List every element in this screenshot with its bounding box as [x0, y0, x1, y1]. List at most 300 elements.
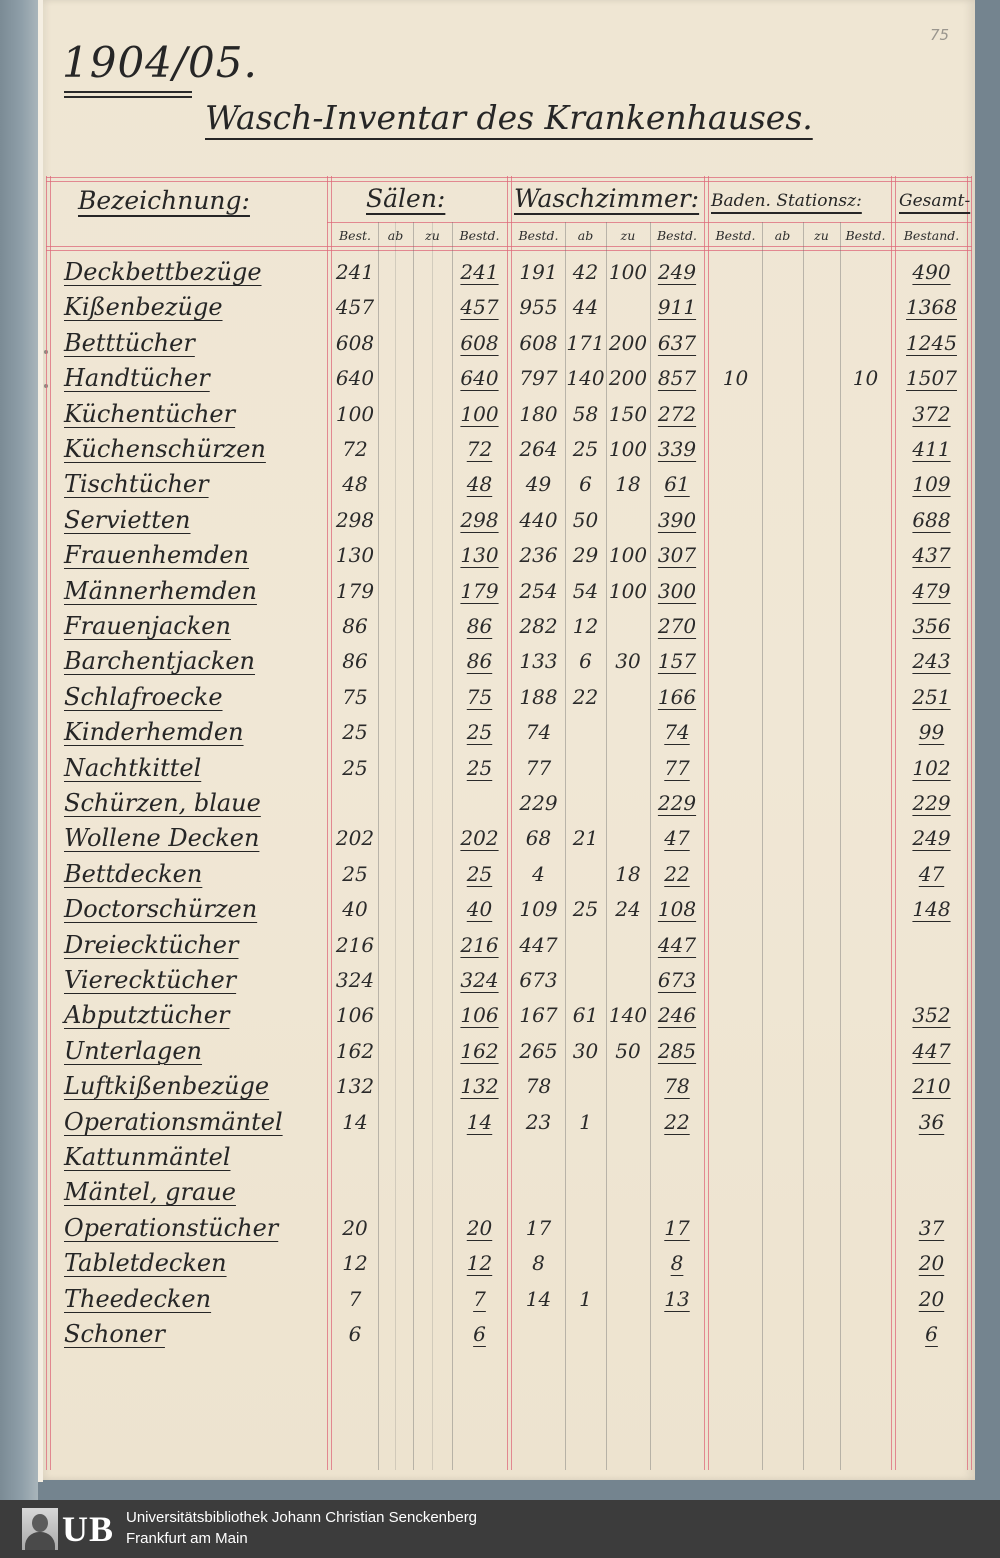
cell-value: 200: [608, 330, 648, 355]
cell-value: 25: [342, 755, 368, 780]
row-label: Schoner: [64, 1320, 165, 1348]
row-label: Küchentücher: [64, 399, 236, 428]
cell-value: [378, 928, 413, 963]
cell-value: [606, 715, 650, 750]
cell-value: [606, 290, 650, 325]
row-label: Nachtkittel: [64, 753, 202, 782]
cell-value: 49: [525, 472, 552, 497]
cell-value: [762, 963, 803, 998]
row-label: Kattunmäntel: [64, 1143, 231, 1171]
cell-value: [413, 1211, 452, 1246]
portrait-head: [32, 1514, 48, 1532]
cell-value: [803, 1282, 840, 1317]
row-label: Küchenschürzen: [64, 435, 266, 463]
cell-value: [762, 574, 803, 609]
cell-value: 100: [608, 260, 648, 284]
cell-value: [803, 432, 840, 467]
cell-value: 637: [657, 330, 697, 355]
cell-value: [709, 538, 762, 573]
cell-value: [606, 1246, 650, 1281]
header-rule-top: [46, 181, 972, 182]
cell-value: [803, 1175, 840, 1210]
row-label: Operationsmäntel: [64, 1107, 283, 1136]
cell-value: [606, 1282, 650, 1317]
cell-value: [650, 1317, 704, 1352]
cell-value: 20: [342, 1215, 368, 1240]
cell-value: [413, 751, 452, 786]
cell-value: 673: [657, 968, 697, 992]
cell-value: 25: [342, 720, 368, 745]
table-row: [0, 1175, 1000, 1210]
row-label: Luftkißenbezüge: [64, 1072, 270, 1101]
cell-value: 74: [525, 720, 552, 745]
cell-value: [803, 609, 840, 644]
cell-value: [709, 1140, 762, 1175]
cell-value: 8: [532, 1251, 545, 1276]
cell-value: 440: [519, 507, 558, 532]
cell-value: 29: [572, 543, 599, 568]
cell-value: 25: [342, 861, 368, 886]
cell-value: [762, 928, 803, 963]
cell-value: 298: [335, 507, 375, 532]
cell-value: [606, 1069, 650, 1104]
cell-value: 673: [519, 968, 558, 992]
cell-value: [840, 1175, 891, 1210]
row-label: Abputztücher: [64, 1001, 230, 1030]
cell-value: 48: [466, 472, 493, 497]
cell-value: [709, 432, 762, 467]
cell-value: 23: [525, 1109, 552, 1134]
year-underline: [64, 96, 192, 98]
table-row: [0, 715, 1000, 750]
cell-value: [762, 1105, 803, 1140]
cell-value: [709, 928, 762, 963]
cell-value: 447: [912, 1038, 951, 1063]
cell-value: 210: [912, 1074, 951, 1099]
cell-value: [840, 857, 891, 892]
cell-value: [762, 1069, 803, 1104]
cell-value: [413, 892, 452, 927]
cell-value: 339: [657, 437, 697, 461]
cell-value: [413, 821, 452, 856]
cell-value: [606, 680, 650, 715]
column-subheader: ab: [577, 228, 594, 243]
cell-value: 22: [664, 1109, 690, 1134]
cell-value: [709, 1069, 762, 1104]
cell-value: 25: [572, 437, 599, 461]
cell-value: 72: [342, 437, 368, 461]
cell-value: [709, 1175, 762, 1210]
cell-value: [413, 467, 452, 502]
cell-value: [762, 715, 803, 750]
row-label: Bettdecken: [64, 859, 203, 888]
cell-value: 50: [615, 1038, 641, 1063]
cell-value: [413, 432, 452, 467]
cell-value: 955: [519, 295, 558, 320]
cell-value: 7: [473, 1286, 486, 1311]
cell-value: [378, 397, 413, 432]
cell-value: [762, 1140, 803, 1175]
cell-value: 13: [664, 1286, 690, 1311]
cell-value: [378, 1105, 413, 1140]
cell-value: 640: [460, 366, 499, 391]
cell-value: [803, 1034, 840, 1069]
cell-value: [803, 467, 840, 502]
cell-value: [803, 503, 840, 538]
cell-value: [762, 998, 803, 1033]
cell-value: [840, 680, 891, 715]
cell-value: 162: [335, 1038, 375, 1063]
cell-value: [896, 928, 967, 963]
institution-name: Universitätsbibliothek Johann Christian Senckenberg: [126, 1509, 478, 1526]
cell-value: 1: [579, 1286, 592, 1311]
cell-value: [762, 609, 803, 644]
cell-value: 106: [460, 1003, 499, 1028]
year-underline: [64, 91, 192, 93]
cell-value: [803, 326, 840, 361]
table-row: [0, 821, 1000, 856]
cell-value: 150: [608, 401, 648, 426]
cell-value: [762, 503, 803, 538]
cell-value: [762, 326, 803, 361]
cell-value: 179: [460, 578, 499, 603]
cell-value: [606, 503, 650, 538]
row-label: Betttücher: [64, 328, 195, 357]
column-subheader: Bestd.: [657, 228, 697, 243]
cell-value: 130: [460, 543, 499, 568]
cell-value: [378, 857, 413, 892]
cell-value: 40: [342, 897, 368, 922]
cell-value: [650, 1140, 704, 1175]
cell-value: [840, 1069, 891, 1104]
cell-value: 100: [608, 437, 648, 461]
cell-value: [565, 1317, 606, 1352]
cell-value: [378, 1069, 413, 1104]
cell-value: 48: [342, 472, 368, 497]
column-subheader: Bestd.: [459, 228, 500, 243]
column-subheader: Bestd.: [518, 228, 559, 243]
cell-value: 162: [460, 1038, 499, 1063]
cell-value: 249: [912, 826, 951, 851]
row-label: Vierecktücher: [64, 966, 237, 994]
cell-value: [378, 503, 413, 538]
cell-value: 10: [852, 366, 879, 391]
cell-value: [565, 715, 606, 750]
cell-value: [378, 715, 413, 750]
cell-value: 229: [657, 791, 697, 815]
cell-value: [606, 751, 650, 786]
cell-value: [803, 361, 840, 396]
cell-value: 236: [519, 543, 558, 568]
cell-value: [378, 821, 413, 856]
cell-value: [709, 467, 762, 502]
cell-value: 688: [912, 507, 951, 532]
table-row: [0, 574, 1000, 609]
cell-value: [709, 1317, 762, 1352]
cell-value: [709, 574, 762, 609]
cell-value: 911: [657, 295, 697, 320]
cell-value: 17: [664, 1215, 690, 1240]
cell-value: [840, 609, 891, 644]
cell-value: 109: [912, 472, 951, 497]
cell-value: 37: [918, 1215, 945, 1240]
cell-value: 241: [460, 260, 499, 284]
cell-value: 77: [664, 755, 690, 780]
cell-value: [709, 326, 762, 361]
cell-value: [709, 857, 762, 892]
cell-value: [762, 1282, 803, 1317]
cell-value: 108: [657, 897, 697, 922]
cell-value: 18: [615, 861, 641, 886]
table-row: [0, 1105, 1000, 1140]
cell-value: [413, 397, 452, 432]
cell-value: 25: [466, 755, 493, 780]
cell-value: [413, 1282, 452, 1317]
cell-value: [762, 1246, 803, 1281]
row-label: Wollene Decken: [64, 824, 260, 853]
group-header-gesamt: Gesamt-: [899, 191, 971, 211]
column-subheader: zu: [814, 228, 829, 243]
table-row: [0, 361, 1000, 396]
cell-value: 47: [664, 826, 690, 851]
cell-value: [803, 1140, 840, 1175]
cell-value: 300: [657, 578, 697, 603]
cell-value: [378, 680, 413, 715]
table-row: [0, 467, 1000, 502]
cell-value: [709, 821, 762, 856]
cell-value: 6: [579, 649, 592, 674]
cell-value: [378, 609, 413, 644]
cell-value: [709, 255, 762, 290]
cell-value: [413, 715, 452, 750]
cell-value: [565, 963, 606, 998]
cell-value: 78: [664, 1074, 690, 1099]
cell-value: [378, 1282, 413, 1317]
cell-value: [709, 609, 762, 644]
cell-value: 75: [466, 684, 493, 709]
cell-value: [606, 1140, 650, 1175]
cell-value: 17: [525, 1215, 552, 1240]
cell-value: 229: [519, 791, 558, 815]
cell-value: [565, 1175, 606, 1210]
cell-value: [606, 1317, 650, 1352]
group-header-baden-stationsz: Baden. Stationsz:: [711, 191, 862, 211]
header-rule-bottom: [46, 246, 972, 247]
cell-value: [709, 1034, 762, 1069]
cell-value: [896, 1140, 967, 1175]
cell-value: [413, 998, 452, 1033]
cell-value: [452, 1175, 507, 1210]
cell-value: [762, 1317, 803, 1352]
cell-value: [378, 1211, 413, 1246]
cell-value: [378, 326, 413, 361]
cell-value: [762, 467, 803, 502]
cell-value: [762, 1211, 803, 1246]
table-row: [0, 963, 1000, 998]
cell-value: 188: [519, 684, 558, 709]
cell-value: 75: [342, 684, 368, 709]
cell-value: 77: [525, 755, 552, 780]
cell-value: 200: [608, 366, 648, 391]
cell-value: [606, 1105, 650, 1140]
cell-value: [840, 821, 891, 856]
cell-value: [709, 503, 762, 538]
cell-value: 14: [342, 1109, 368, 1134]
cell-value: 130: [335, 543, 375, 568]
cell-value: [840, 1211, 891, 1246]
cell-value: [840, 715, 891, 750]
cell-value: [709, 786, 762, 821]
cell-value: 272: [657, 401, 697, 426]
cell-value: [803, 1246, 840, 1281]
cell-value: [803, 963, 840, 998]
cell-value: 25: [572, 897, 599, 922]
cell-value: [803, 538, 840, 573]
cell-value: [709, 1105, 762, 1140]
table-row: [0, 538, 1000, 573]
cell-value: [803, 290, 840, 325]
table-row: [0, 998, 1000, 1033]
cell-value: [378, 644, 413, 679]
cell-value: [413, 1034, 452, 1069]
group-header-saelen: Sälen:: [366, 184, 446, 213]
cell-value: [803, 786, 840, 821]
cell-value: [512, 1317, 565, 1352]
cell-value: [378, 892, 413, 927]
cell-value: 372: [912, 401, 951, 426]
cell-value: 437: [912, 543, 951, 568]
cell-value: [650, 1175, 704, 1210]
cell-value: [803, 644, 840, 679]
cell-value: 157: [657, 649, 697, 674]
cell-value: [413, 1317, 452, 1352]
group-header-waschzimmer: Waschzimmer:: [514, 184, 700, 213]
row-label: Barchentjacken: [64, 647, 256, 676]
cell-value: [413, 1246, 452, 1281]
row-label: Unterlagen: [64, 1036, 203, 1065]
cell-value: [762, 290, 803, 325]
cell-value: [709, 892, 762, 927]
cell-value: [840, 928, 891, 963]
cell-value: [840, 1105, 891, 1140]
cell-value: [840, 538, 891, 573]
cell-value: [803, 928, 840, 963]
cell-value: 25: [466, 861, 493, 886]
row-label: Servietten: [64, 505, 191, 534]
cell-value: 22: [572, 684, 599, 709]
cell-value: 457: [460, 295, 499, 320]
cell-value: [512, 1175, 565, 1210]
cell-value: [565, 1211, 606, 1246]
column-subheader: Best.: [339, 228, 371, 243]
table-row: [0, 928, 1000, 963]
cell-value: 324: [335, 968, 375, 992]
cell-value: 61: [664, 472, 690, 497]
cell-value: 24: [615, 897, 641, 922]
cell-value: [840, 467, 891, 502]
cell-value: 285: [657, 1038, 697, 1063]
cell-value: [840, 255, 891, 290]
cell-value: [452, 1140, 507, 1175]
cell-value: 857: [657, 366, 697, 391]
cell-value: [512, 1140, 565, 1175]
cell-value: 40: [466, 897, 493, 922]
row-label: Dreiecktücher: [64, 930, 239, 959]
cell-value: [378, 1175, 413, 1210]
row-label: Kinderhemden: [64, 718, 244, 747]
cell-value: [762, 892, 803, 927]
table-row: [0, 892, 1000, 927]
cell-value: 243: [912, 649, 951, 674]
year-heading: 1904/05.: [62, 38, 258, 87]
row-label: Tabletdecken: [64, 1249, 227, 1278]
cell-value: [378, 786, 413, 821]
cell-value: 50: [572, 507, 599, 532]
row-label: Tischtücher: [64, 470, 209, 499]
cell-value: 14: [525, 1286, 552, 1311]
table-row: [0, 644, 1000, 679]
cell-value: 100: [608, 543, 648, 568]
cell-value: [565, 1246, 606, 1281]
cell-value: [378, 1140, 413, 1175]
cell-value: [840, 1246, 891, 1281]
cell-value: [332, 1175, 378, 1210]
cell-value: [762, 1175, 803, 1210]
portrait-icon: [22, 1508, 58, 1550]
cell-value: 78: [525, 1074, 552, 1099]
cell-value: 86: [342, 649, 368, 674]
cell-value: 61: [572, 1003, 599, 1028]
cell-value: 10: [722, 366, 749, 391]
cell-value: [378, 255, 413, 290]
portrait-body: [25, 1532, 55, 1550]
ub-logo: UB: [62, 1509, 115, 1549]
cell-value: 797: [519, 366, 558, 391]
cell-value: 4: [532, 861, 545, 886]
cell-value: [840, 326, 891, 361]
cell-value: [709, 963, 762, 998]
cell-value: [840, 1317, 891, 1352]
cell-value: 102: [912, 755, 951, 780]
cell-value: [803, 255, 840, 290]
cell-value: [332, 786, 378, 821]
institution-city: Frankfurt am Main: [126, 1530, 248, 1547]
table-row: [0, 1211, 1000, 1246]
cell-value: 100: [460, 401, 499, 426]
cell-value: [709, 751, 762, 786]
cell-value: [709, 397, 762, 432]
cell-value: 21: [572, 826, 599, 851]
cell-value: 216: [460, 932, 499, 957]
cell-value: [413, 1175, 452, 1210]
cell-value: 12: [572, 614, 599, 638]
cell-value: 282: [519, 614, 558, 638]
cell-value: 324: [460, 968, 499, 992]
cell-value: [803, 751, 840, 786]
table-row: [0, 397, 1000, 432]
cell-value: 36: [918, 1109, 945, 1134]
cell-value: [413, 1140, 452, 1175]
cell-value: 490: [912, 260, 951, 284]
cell-value: [840, 751, 891, 786]
cell-value: [840, 1140, 891, 1175]
cell-value: [762, 432, 803, 467]
cell-value: [565, 928, 606, 963]
cell-value: [762, 786, 803, 821]
cell-value: [413, 538, 452, 573]
row-label: Schürzen, blaue: [64, 789, 261, 817]
cell-value: 7: [348, 1286, 362, 1311]
